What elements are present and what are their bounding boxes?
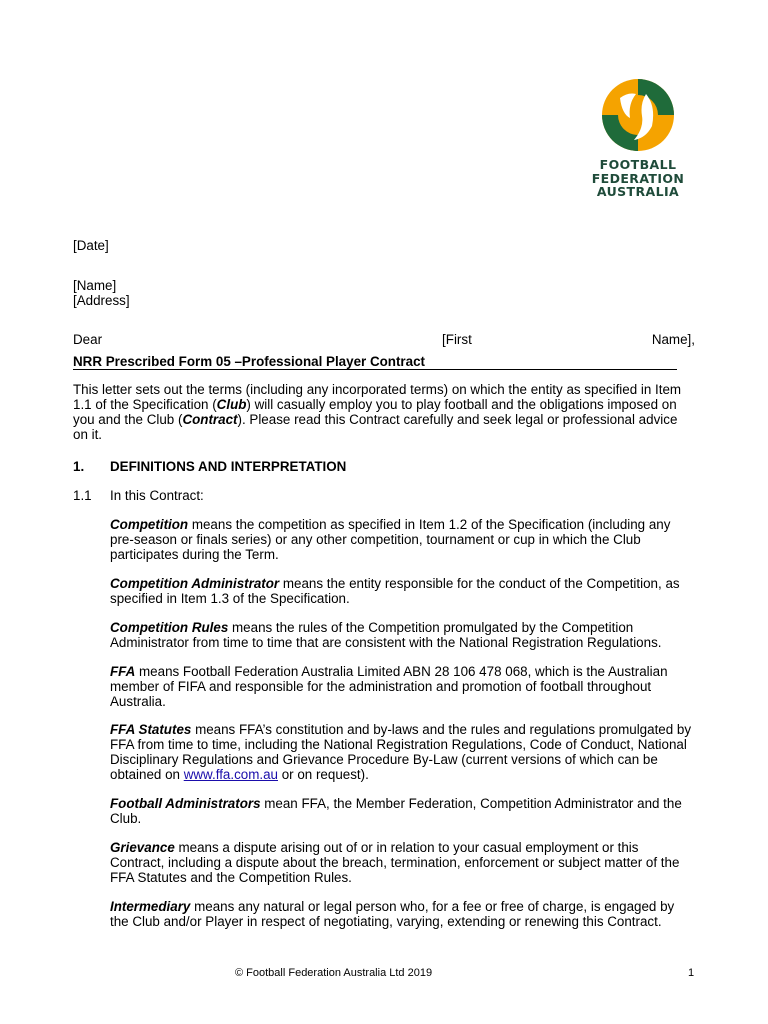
- section-heading: [73, 459, 695, 474]
- intro-text-3: ). Please read this Contract carefully and seek legal or professional advice on it.: [73, 412, 678, 442]
- logo-wordmark: [586, 158, 690, 199]
- ffa-website-link[interactable]: www.ffa.com.au: [183, 767, 278, 782]
- section-title: DEFINITIONS AND INTERPRETATION: [110, 459, 347, 474]
- definition-football-administrators: [110, 796, 695, 826]
- intro-text-2: ) will casually employ you to play football and the obligations imposed on you and the Club (: [73, 397, 677, 427]
- intro-text-1: This letter sets out the terms (including any incorporated terms) on which the entity as specified in Item 1.1 of the Specification (: [73, 382, 682, 412]
- salutation-first: [First: [442, 332, 472, 347]
- logo-line-3: AUSTRALIA: [596, 184, 680, 199]
- intro-contract-term: Contract: [182, 412, 238, 427]
- definition-term: Intermediary: [110, 899, 191, 914]
- definition-grievance: [110, 840, 695, 885]
- ffa-logo: [586, 78, 690, 199]
- ffa-emblem-icon: [598, 78, 678, 152]
- logo-line-1: FOOTBALL: [599, 157, 677, 172]
- footer-page-number: 1: [688, 967, 695, 979]
- definition-term: FFA Statutes: [110, 722, 192, 737]
- date-placeholder: [Date]: [73, 238, 109, 253]
- definition-term: Football Administrators: [110, 796, 261, 811]
- logo-line-2: FEDERATION: [591, 170, 685, 186]
- section-number: 1.: [73, 459, 85, 474]
- definition-ffa-statutes: [110, 722, 695, 782]
- clause-number: 1.1: [73, 488, 92, 503]
- definition-competition-administrator: [110, 576, 695, 606]
- salutation-name: Name],: [651, 332, 695, 347]
- definition-term: FFA: [110, 664, 136, 679]
- definition-text: mean FFA, the Member Federation, Competition Administrator and the Club.: [110, 796, 682, 826]
- intro-club-term: Club: [216, 397, 247, 412]
- definition-term: Competition Rules: [110, 620, 229, 635]
- address-placeholder: [Address]: [73, 293, 130, 308]
- clause-text: In this Contract:: [110, 488, 204, 503]
- clause-1-1: [73, 488, 695, 503]
- intro-paragraph: [73, 382, 695, 442]
- definition-text: means the competition as specified in Item 1.2 of the Specification (including any pre-season or finals series) or any other competition, tournament or cup in which the Club participates during the Term.: [110, 517, 671, 562]
- definition-text: means FFA’s constitution and by-laws and the rules and regulations promulgated by FFA from time to time, including the National Registration Regulations, Code of Conduct, National Disciplinary Regulations and Grievance Procedure By-Law (current versions of which can be obtained on: [110, 722, 692, 782]
- definition-intermediary: [110, 899, 695, 929]
- definition-competition: [110, 517, 695, 562]
- footer-copyright: © Football Federation Australia Ltd 2019: [235, 967, 433, 979]
- definition-text: means Football Federation Australia Limited ABN 28 106 478 068, which is the Australian member of FIFA and responsible for the administration and promotion of football throughout Australia.: [110, 664, 668, 709]
- definition-text: means a dispute arising out of or in relation to your casual employment or this Contract, including a dispute about the breach, termination, enforcement or subject matter of the FFA Statutes and the Competition Rules.: [110, 840, 680, 885]
- definition-ffa: [110, 664, 695, 709]
- definition-text: means the entity responsible for the conduct of the Competition, as specified in Item 1.3 of the Specification.: [110, 576, 680, 606]
- contract-title: NRR Prescribed Form 05 –Professional Player Contract: [73, 354, 677, 370]
- definition-term: Competition: [110, 517, 189, 532]
- definition-text: means any natural or legal person who, for a fee or free of charge, is engaged by the Club and/or Player in respect of negotiating, varying, extending or renewing this Contract.: [110, 899, 675, 929]
- definition-term: Competition Administrator: [110, 576, 280, 591]
- name-placeholder: [Name]: [73, 278, 117, 293]
- definition-term: Grievance: [110, 840, 175, 855]
- salutation: [73, 332, 695, 347]
- definition-text: means the rules of the Competition promulgated by the Competition Administrator from time to time that are consistent with the National Registration Regulations.: [110, 620, 662, 650]
- definition-competition-rules: [110, 620, 695, 650]
- definition-text-after: or on request).: [278, 767, 369, 782]
- salutation-dear: Dear: [73, 332, 103, 347]
